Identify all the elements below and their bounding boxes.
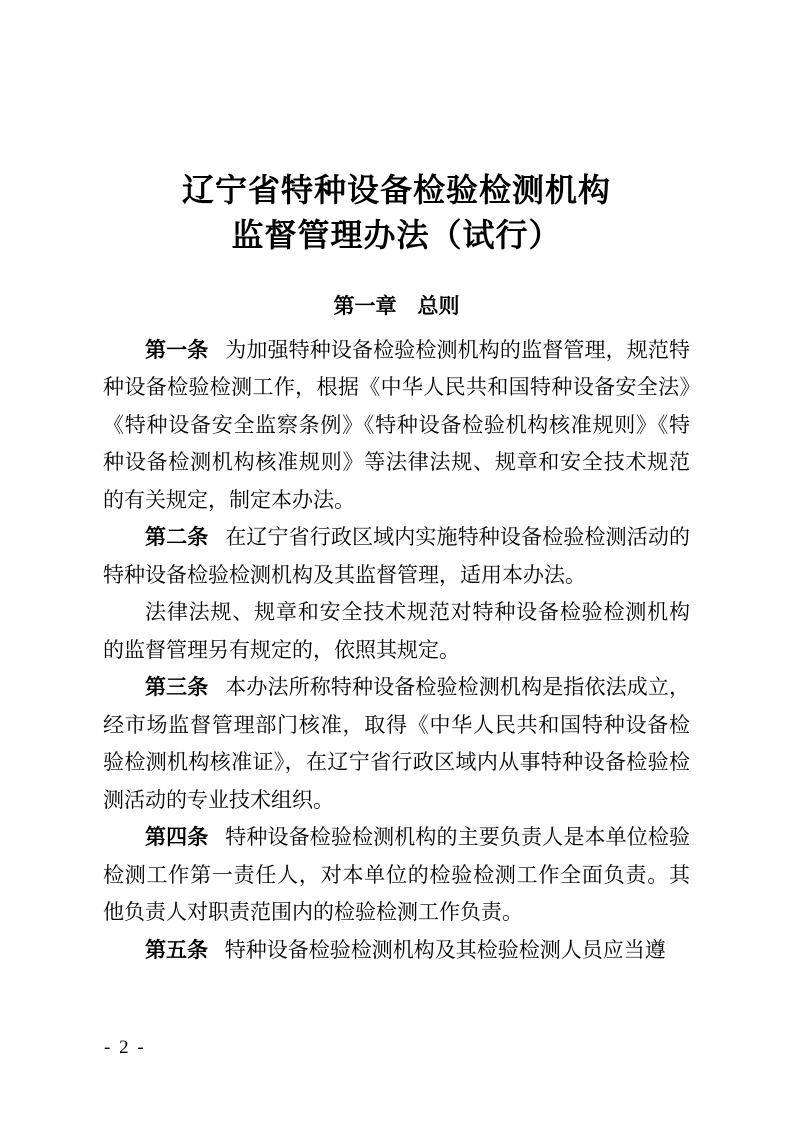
article-number: 第一条 bbox=[145, 338, 209, 362]
article-paragraph-4 bbox=[103, 819, 690, 932]
article-paragraph-3 bbox=[103, 669, 690, 819]
article-number: 第三条 bbox=[145, 676, 209, 699]
article-paragraph-1 bbox=[103, 332, 690, 520]
document-title-line-1: 辽宁省特种设备检验检测机构 bbox=[181, 172, 611, 208]
chapter-heading: 第一章 总则 bbox=[333, 295, 460, 318]
article-text: 特种设备检验检测机构及其检验检测人员应当遵 bbox=[224, 937, 666, 962]
page-number: - 2 - bbox=[104, 1037, 146, 1058]
article-number: 第五条 bbox=[145, 938, 208, 962]
article-number: 第二条 bbox=[145, 526, 209, 549]
article-number: 第四条 bbox=[145, 826, 209, 849]
article-text: 本办法所称特种设备检验检测机构是指依法成立，经市场监督管理部门核准，取得《中华人民共和国特种设备检验检测机构核准证》，在辽宁省行政区域内从事特种设备检验检测活动的专业技术组织。 bbox=[103, 675, 691, 812]
article-text: 特种设备检验检测机构的主要负责人是本单位检验检测工作第一责任人，对本单位的检验检测工作全面负责。其他负责人对职责范围内的检验检测工作负责。 bbox=[103, 825, 691, 924]
article-text: 在辽宁省行政区域内实施特种设备检验检测活动的特种设备检验检测机构及其监督管理，适用本办法。 bbox=[103, 525, 691, 587]
article-text: 为加强特种设备检验检测机构的监督管理，规范特种设备检验检测工作，根据《中华人民共和国特种设备安全法》《特种设备安全监察条例》《特种设备检验机构核准规则》《特种设备检测机构核准规则》等法律法规、规章和安全技术规范的有关规定，制定本办法。 bbox=[103, 337, 691, 512]
article-paragraph-2 bbox=[103, 519, 690, 594]
article-text: 法律法规、规章和安全技术规范对特种设备检验检测机构的监督管理另有规定的，依照其规定。 bbox=[103, 600, 690, 662]
document-body bbox=[103, 332, 690, 970]
article-paragraph-5 bbox=[103, 932, 690, 970]
article-paragraph-2-continuation bbox=[103, 594, 690, 669]
document-title-line-2: 监督管理办法（试行） bbox=[231, 217, 562, 253]
document-title bbox=[103, 168, 690, 258]
